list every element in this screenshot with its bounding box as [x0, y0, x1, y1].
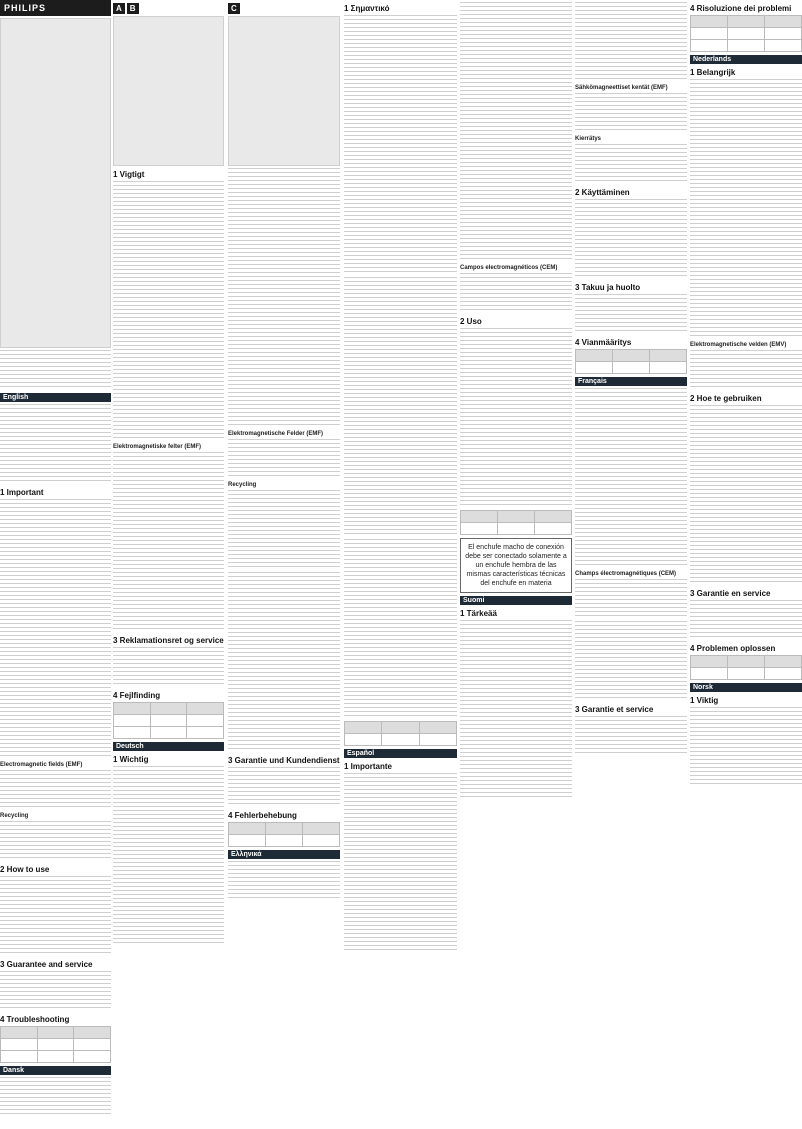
danish-body-text	[113, 452, 224, 632]
heading-fehlerbehebung: 4 Fehlerbehebung	[228, 811, 297, 820]
panel-c-label: C	[228, 3, 240, 14]
section-suomi: Suomi	[460, 596, 572, 605]
section-deutsch: Deutsch	[113, 742, 224, 751]
deutsch-text-2	[228, 572, 340, 752]
subhead-kierratys: Kierrätys	[575, 136, 602, 142]
greek-text-2	[344, 277, 457, 537]
emf-fi-text	[575, 93, 687, 133]
subhead-emf: Electromagnetic fields (EMF)	[0, 762, 83, 768]
product-illustration-top	[0, 18, 111, 348]
norsk-text	[690, 707, 802, 787]
espanol-text-1	[460, 2, 572, 262]
section-english: English	[0, 393, 111, 402]
belangrijk-text	[690, 79, 802, 339]
takuu-text	[575, 294, 687, 334]
heading-belangrijk: 1 Belangrijk	[690, 68, 736, 77]
fehlerbehebung-table	[228, 822, 340, 847]
emf-fr-text	[575, 579, 687, 619]
subhead-emf-da: Elektromagnetiske felter (EMF)	[113, 444, 202, 450]
reklamation-text	[113, 647, 224, 687]
heading-takuu: 3 Takuu ja huolto	[575, 283, 641, 292]
column-4	[344, 0, 457, 1129]
deutsch-text-1	[228, 168, 340, 428]
panel-header-c	[228, 0, 340, 14]
garantie-de-text	[228, 767, 340, 807]
subhead-emf-nl: Elektromagnetische velden (EMV)	[690, 342, 787, 348]
column-2	[113, 0, 224, 1129]
guarantee-text	[0, 971, 111, 1011]
heading-wichtig: 1 Wichtig	[113, 755, 149, 764]
section-dansk: Dansk	[0, 1066, 111, 1075]
heading-garantie-fr: 3 Garantie et service	[575, 705, 654, 714]
column-5	[460, 0, 572, 1129]
column-1	[0, 0, 111, 1129]
heading-important: 1 Important	[0, 488, 44, 497]
emf-text	[0, 770, 111, 810]
heading-problemen: 4 Problemen oplossen	[690, 644, 776, 653]
section-ellinika: Ελληνικά	[228, 850, 340, 859]
espanol-text	[344, 773, 457, 953]
vigtigt-text	[113, 181, 224, 441]
greek-text-3	[344, 539, 457, 719]
illustration-panel-a-b	[113, 16, 224, 166]
panel-b-label: B	[127, 3, 139, 14]
heading-guarantee: 3 Guarantee and service	[0, 960, 93, 969]
heading-viktig: 1 Viktig	[690, 696, 719, 705]
heading-troubleshooting: 4 Troubleshooting	[0, 1015, 70, 1024]
kierratys-text	[575, 144, 687, 184]
ellinika-text	[228, 861, 340, 901]
subhead-emf-es: Campos electromagnéticos (CEM)	[460, 265, 558, 271]
heading-reklamation: 3 Reklamationsret og service	[113, 636, 224, 645]
section-francais: Français	[575, 377, 687, 386]
panel-headers	[113, 0, 224, 14]
troubleshooting-table	[0, 1026, 111, 1063]
gebruiken-text	[690, 405, 802, 585]
section-nederlands: Nederlands	[690, 55, 802, 64]
greek-table	[344, 721, 457, 746]
greek-text-1	[344, 15, 457, 275]
heading-gebruiken: 2 Hoe te gebruiken	[690, 394, 762, 403]
column-3	[228, 0, 340, 1129]
heading-risoluzione: 4 Risoluzione dei problemi	[690, 4, 792, 13]
subhead-recycling: Recycling	[0, 813, 29, 819]
panel-a-label: A	[113, 3, 125, 14]
francais-text-2	[575, 621, 687, 701]
dansk-text	[0, 1077, 111, 1117]
philips-logo: PHILIPS	[0, 0, 111, 16]
important-text	[0, 499, 111, 759]
heading-vigtigt: 1 Vigtigt	[113, 170, 145, 179]
suomi-text-1	[575, 2, 687, 82]
subhead-emf-fi: Sähkömagneettiset kentät (EMF)	[575, 85, 668, 91]
heading-fejlfinding: 4 Fejlfinding	[113, 691, 161, 700]
emf-nl-text	[690, 350, 802, 390]
section-norsk: Norsk	[690, 683, 802, 692]
suomi-text	[460, 620, 572, 800]
heading-greek-important: 1 Σημαντικό	[344, 4, 390, 13]
heading-uso: 2 Uso	[460, 317, 482, 326]
emf-es-text	[460, 273, 572, 313]
espanol-table	[460, 510, 572, 535]
heading-importante: 1 Importante	[344, 762, 393, 771]
wichtig-text	[113, 766, 224, 946]
heading-how-to-use: 2 How to use	[0, 865, 50, 874]
how-to-use-text	[0, 876, 111, 956]
fejlfinding-table	[113, 702, 224, 739]
heading-garantie-de: 3 Garantie und Kundendienst	[228, 756, 340, 765]
column-7	[690, 0, 802, 1129]
recycling-de-text	[228, 490, 340, 570]
column-6	[575, 0, 687, 1129]
heading-tarkeaa: 1 Tärkeää	[460, 609, 497, 618]
garantie-fr-text	[575, 716, 687, 756]
subhead-emf-de: Elektromagnetische Felder (EMF)	[228, 431, 324, 437]
illustration-panel-c	[228, 16, 340, 166]
kayttaminen-text	[575, 199, 687, 279]
heading-garantie-nl: 3 Garantie en service	[690, 589, 771, 598]
subhead-emf-fr: Champs électromagnétiques (CEM)	[575, 571, 677, 577]
emf-de-text	[228, 439, 340, 479]
recycling-text	[0, 821, 111, 861]
vianmaaritys-table	[575, 349, 687, 374]
problemen-table	[690, 655, 802, 680]
section-espanol: Español	[344, 749, 457, 758]
extension-cord-notice: El enchufe macho de conexión debe ser conectado solamente a un enchufe hembra de las mismas características técnicas del enchufe en materia	[460, 538, 572, 593]
uso-text	[460, 328, 572, 508]
garantie-nl-text	[690, 600, 802, 640]
risoluzione-table	[690, 15, 802, 52]
subhead-recycling-de: Recycling	[228, 482, 257, 488]
francais-text-1	[575, 388, 687, 568]
heading-vianmaaritys: 4 Vianmääritys	[575, 338, 632, 347]
intro-text	[0, 404, 111, 484]
spec-notice-text	[0, 350, 111, 390]
heading-kayttaminen: 2 Käyttäminen	[575, 188, 630, 197]
